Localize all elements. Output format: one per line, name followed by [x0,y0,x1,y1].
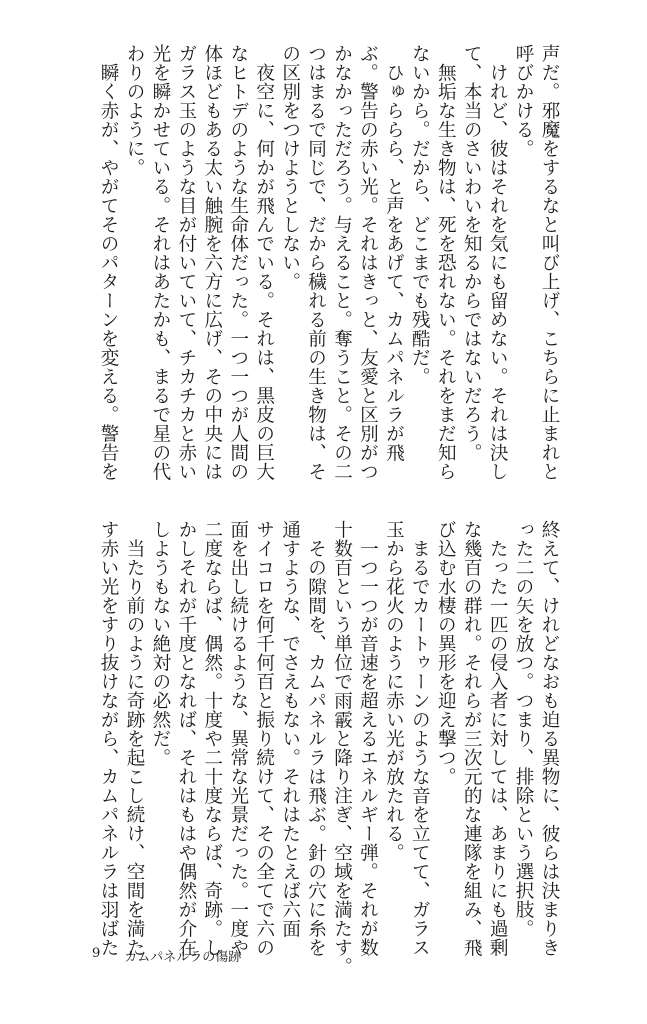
text-column: 声だ。邪魔をするなと叫び上げ、こちらに止まれと [539,44,560,481]
text-column: つはまるで同じで、だから穢れる前の生き物は、そ [305,44,327,481]
text-column: なヒトデのような生命体だった。一つ一つが人間の [227,44,249,481]
text-column: けれど、彼はそれを気にも留めない。それは決し [487,44,509,481]
text-column: った二の矢を放つ。つまり、排除という選択肢。 [513,520,535,938]
text-column: 十数百という単位で雨霰と降り注ぎ、空域を満たす。 [331,520,353,976]
text-column: 二度ならば、偶然。十度や二十度ならば、奇跡。し [201,520,223,957]
text-column: かしそれが千度となれば、それはもはや偶然が介在 [175,520,197,957]
text-column: す赤い光をすり抜けながら、カムパネルラは羽ばた [98,520,120,957]
page-number: 9 [92,946,101,961]
text-column: 体ほどもある太い触腕を六方に広げ、その中央には [201,44,223,481]
text-column: 瞬く赤が、やがてそのパターンを変える。警告を [98,44,120,481]
text-column: 一つ一つが音速を超えるエネルギー弾。それが数 [357,520,379,957]
text-column: の区別をつけようとしない。 [279,44,301,291]
text-column: まるでカートゥーンのような音を立てて、ガラス [409,520,431,957]
text-column: ガラス玉のような目が付いていて、チカチカと赤い [175,44,197,481]
text-column: 面を出し続けるような、異常な光景だった。一度や [227,520,249,957]
running-title: カムパネルラの傷跡 [124,950,242,965]
text-column: び込む水棲の異形を迎え撃つ。 [435,520,457,786]
text-column: 通すような、でさえもない。それはたとえば六面 [279,520,301,938]
text-column: 無垢な生き物は、死を恐れない。それをまだ知ら [435,44,457,481]
text-column: かなかっただろう。与えること。奪うこと。その二 [331,44,353,481]
text-column: ないから。だから、どこまでも残酷だ。 [409,44,431,386]
page-footer [92,946,241,965]
text-column: な幾百の群れ。それらが三次元的な連隊を組み、飛 [461,520,483,957]
text-column: その隙間を、カムパネルラは飛ぶ。針の穴に糸を [305,520,327,957]
text-column: 当たり前のように奇跡を起こし続け、空間を満た [124,520,145,957]
text-block-top [95,44,562,506]
text-column: て、本当のさいわいを知るからではないだろう。 [461,44,483,462]
text-column: わりのように。 [124,44,145,177]
text-column: 呼びかける。 [513,44,535,158]
text-column: 玉から花火のように赤い光が放たれる。 [383,520,405,862]
text-column: サイコロを何千何百と振り続けて、その全てで六の [253,520,275,957]
text-column: ぶ。警告の赤い光。それはきっと、友愛と区別がつ [357,44,379,481]
text-column: しようもない絶対の必然だ。 [149,520,171,767]
text-column: たった一匹の侵入者に対しては、あまりにも過剰 [487,520,509,957]
text-column: 夜空に、何かが飛んでいる。それは、黒皮の巨大 [253,44,275,481]
text-column: 終えて、けれどなおも迫る異物に、彼らは決まりき [539,520,560,957]
text-column: ひゅららら、と声をあげて、カムパネルラが飛 [383,44,405,462]
text-column: 光を瞬かせている。それはあたかも、まるで星の代 [149,44,171,481]
